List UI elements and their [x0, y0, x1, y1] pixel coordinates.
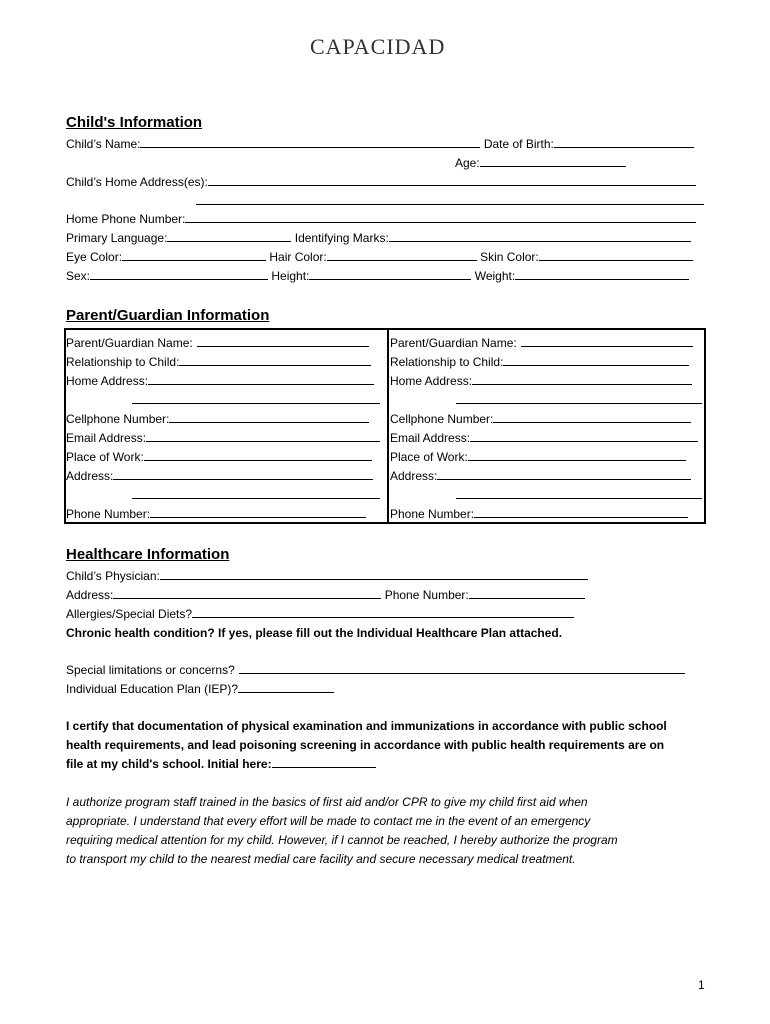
g1-cellphone-label: Cellphone Number:: [66, 412, 170, 426]
g2-phone-label: Phone Number:: [390, 507, 475, 521]
child-info-heading: Child's Information: [66, 114, 203, 131]
physician-field[interactable]: [160, 567, 588, 580]
health-address-label: Address:: [66, 588, 114, 602]
marks-label: Identifying Marks:: [294, 231, 389, 245]
height-field[interactable]: [309, 267, 471, 280]
certify-line-3: file at my child's school. Initial here:: [66, 757, 272, 771]
hair-field[interactable]: [327, 248, 477, 261]
child-name-label: Child’s Name:: [66, 137, 141, 151]
authorize-line-4: to transport my child to the nearest medial care facility and secure necessary medical treatment.: [66, 852, 576, 866]
physician-label: Child’s Physician:: [66, 569, 160, 583]
g2-work-field[interactable]: [468, 448, 686, 461]
home-phone-field[interactable]: [185, 210, 696, 223]
certify-line-2: health requirements, and lead poisoning screening in accordance with public health requirements are on: [66, 738, 665, 752]
child-address-field[interactable]: [208, 173, 696, 186]
g1-relationship-label: Relationship to Child:: [66, 355, 180, 369]
g1-home-address-field[interactable]: [148, 372, 374, 385]
g1-relationship-field[interactable]: [179, 353, 371, 366]
table-divider: [387, 330, 389, 522]
health-info-heading: Healthcare Information: [66, 546, 230, 563]
age-label: Age:: [455, 156, 480, 170]
g1-phone-field[interactable]: [150, 505, 366, 518]
g1-work-label: Place of Work:: [66, 450, 144, 464]
health-phone-field[interactable]: [469, 586, 585, 599]
certify-line-3-row: [66, 755, 667, 774]
height-label: Height:: [271, 269, 310, 283]
g2-home-address-label: Home Address:: [390, 374, 473, 388]
g1-address-field[interactable]: [113, 467, 373, 480]
child-address-row: [66, 173, 696, 191]
colors-row: [66, 248, 693, 266]
allergies-field[interactable]: [192, 605, 574, 618]
g2-email-label: Email Address:: [390, 431, 471, 445]
marks-field[interactable]: [389, 229, 691, 242]
g2-work-label: Place of Work:: [390, 450, 468, 464]
g2-home-address-field-2[interactable]: [456, 391, 702, 404]
capacidad-logo: [310, 28, 460, 72]
age-row: [455, 154, 626, 172]
g1-address-field-2[interactable]: [132, 486, 380, 499]
initial-field[interactable]: [272, 755, 376, 768]
language-row: [66, 229, 691, 247]
iep-label: Individual Education Plan (IEP)?: [66, 682, 239, 696]
authorize-line-1: I authorize program staff trained in the basics of first aid and/or CPR to give my child first aid when: [66, 795, 588, 809]
g1-phone-label: Phone Number:: [66, 507, 151, 521]
g2-home-address-field[interactable]: [472, 372, 692, 385]
g2-address-field[interactable]: [437, 467, 691, 480]
g2-address-label: Address:: [390, 469, 438, 483]
g1-home-address-label: Home Address:: [66, 374, 149, 388]
language-label: Primary Language:: [66, 231, 168, 245]
limitations-row: [66, 661, 685, 679]
health-address-row: [66, 586, 585, 604]
age-field[interactable]: [480, 154, 626, 167]
dob-field[interactable]: [554, 135, 694, 148]
limitations-label: Special limitations or concerns?: [66, 663, 235, 677]
chronic-note: Chronic health condition? If yes, please fill out the Individual Healthcare Plan attached.: [66, 626, 563, 640]
iep-field[interactable]: [238, 680, 334, 693]
g1-email-label: Email Address:: [66, 431, 147, 445]
hair-label: Hair Color:: [269, 250, 327, 264]
authorize-line-3: requiring medical attention for my child. However, if I cannot be reached, I hereby authorize the program: [66, 833, 618, 847]
child-address-field-2[interactable]: [196, 192, 704, 205]
sex-label: Sex:: [66, 269, 91, 283]
page-number: 1: [698, 978, 705, 992]
child-address-row2: [196, 192, 704, 210]
g2-email-field[interactable]: [470, 429, 698, 442]
language-field[interactable]: [167, 229, 291, 242]
g1-work-field[interactable]: [144, 448, 372, 461]
authorize-paragraph: [66, 793, 618, 869]
guardian-table: [64, 328, 706, 524]
g2-relationship-field[interactable]: [503, 353, 689, 366]
guardian-col-2: [390, 334, 704, 524]
sex-field[interactable]: [90, 267, 268, 280]
certify-paragraph: [66, 717, 667, 774]
iep-row: [66, 680, 334, 698]
g1-address-label: Address:: [66, 469, 114, 483]
dob-label: Date of Birth:: [483, 137, 554, 151]
g1-home-address-field-2[interactable]: [132, 391, 380, 404]
weight-field[interactable]: [515, 267, 689, 280]
g1-cellphone-field[interactable]: [169, 410, 369, 423]
child-name-field[interactable]: [140, 135, 480, 148]
authorize-line-2: appropriate. I understand that every effort will be made to contact me in the event of an emergency: [66, 814, 591, 828]
limitations-field[interactable]: [239, 661, 685, 674]
eye-label: Eye Color:: [66, 250, 123, 264]
g2-cellphone-field[interactable]: [493, 410, 691, 423]
skin-field[interactable]: [539, 248, 693, 261]
guardian-col-1: [66, 334, 384, 524]
skin-label: Skin Color:: [480, 250, 539, 264]
child-address-label: Child’s Home Address(es):: [66, 175, 208, 189]
g1-name-field[interactable]: [197, 334, 369, 347]
weight-label: Weight:: [474, 269, 516, 283]
g1-name-label: Parent/Guardian Name:: [66, 336, 193, 350]
g2-address-field-2[interactable]: [456, 486, 702, 499]
logo-text: CAPACIDAD: [310, 34, 446, 59]
guardian-info-heading: Parent/Guardian Information: [66, 307, 270, 324]
allergies-row: [66, 605, 574, 623]
health-phone-label: Phone Number:: [384, 588, 469, 602]
certify-line-1: I certify that documentation of physical examination and immunizations in accordance with public school: [66, 719, 667, 733]
g1-email-field[interactable]: [146, 429, 380, 442]
g2-name-label: Parent/Guardian Name:: [390, 336, 517, 350]
physician-row: [66, 567, 588, 585]
child-name-row: [66, 135, 694, 153]
g2-relationship-label: Relationship to Child:: [390, 355, 504, 369]
allergies-label: Allergies/Special Diets?: [66, 607, 193, 621]
health-address-field[interactable]: [113, 586, 381, 599]
home-phone-label: Home Phone Number:: [66, 212, 186, 226]
g2-phone-field[interactable]: [474, 505, 688, 518]
sex-row: [66, 267, 689, 285]
home-phone-row: [66, 210, 696, 228]
g2-name-field[interactable]: [521, 334, 693, 347]
g2-cellphone-label: Cellphone Number:: [390, 412, 494, 426]
eye-field[interactable]: [122, 248, 266, 261]
